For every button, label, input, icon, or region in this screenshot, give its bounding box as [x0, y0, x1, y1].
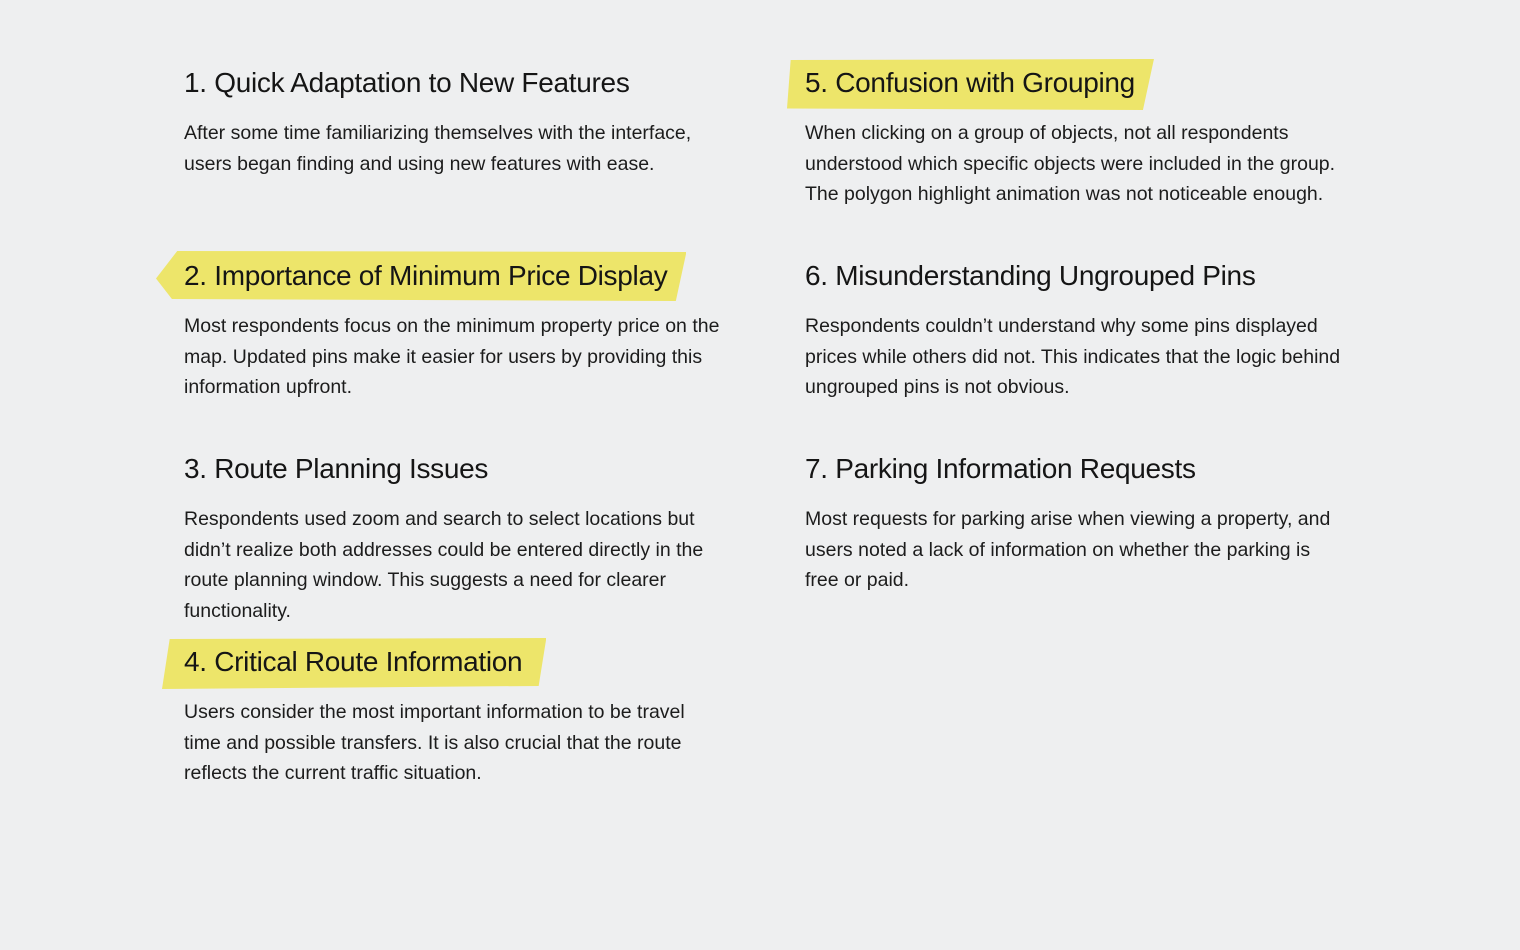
finding-body: Most requests for parking arise when viewing a property, and users noted a lack of information on whether the parking is free or paid. [805, 508, 1331, 591]
finding-title [805, 66, 1135, 100]
finding-body: Respondents couldn’t understand why some pins displayed prices while others did not. This indicates that the logic behind ungrouped pins is not obvious. [805, 315, 1341, 398]
finding-body: Respondents used zoom and search to select locations but didn’t realize both addresses could be entered directly in the route planning window. This suggests a need for clearer functionality. [184, 508, 704, 622]
finding-4 [184, 645, 724, 789]
finding-title-text: 6. Misunderstanding Ungrouped Pins [805, 260, 1256, 291]
finding-title [184, 645, 522, 679]
finding-title [805, 259, 1256, 293]
finding-2 [184, 259, 724, 403]
finding-title-text: 2. Importance of Minimum Price Display [184, 260, 668, 291]
finding-title-text: 4. Critical Route Information [184, 646, 523, 677]
finding-6 [805, 259, 1345, 403]
finding-3 [184, 452, 724, 626]
finding-body: After some time familiarizing themselves with the interface, users began finding and using new features with ease. [184, 122, 692, 175]
finding-title [805, 452, 1196, 486]
finding-5 [805, 66, 1345, 210]
finding-body: When clicking on a group of objects, not all respondents understood which specific objects were included in the group. The polygon highlight animation was not noticeable enough. [805, 122, 1336, 205]
finding-body: Most respondents focus on the minimum property price on the map. Updated pins make it easier for users by providing this information upfront. [184, 315, 720, 398]
finding-7 [805, 452, 1345, 596]
finding-body: Users consider the most important information to be travel time and possible transfers. It is also crucial that the route reflects the current traffic situation. [184, 701, 685, 784]
finding-title [184, 66, 630, 100]
finding-title-text: 5. Confusion with Grouping [805, 67, 1135, 98]
finding-1 [184, 66, 724, 179]
finding-title-text: 7. Parking Information Requests [805, 453, 1196, 484]
finding-title [184, 259, 667, 293]
finding-title [184, 452, 488, 486]
finding-title-text: 1. Quick Adaptation to New Features [184, 67, 630, 98]
finding-title-text: 3. Route Planning Issues [184, 453, 489, 484]
